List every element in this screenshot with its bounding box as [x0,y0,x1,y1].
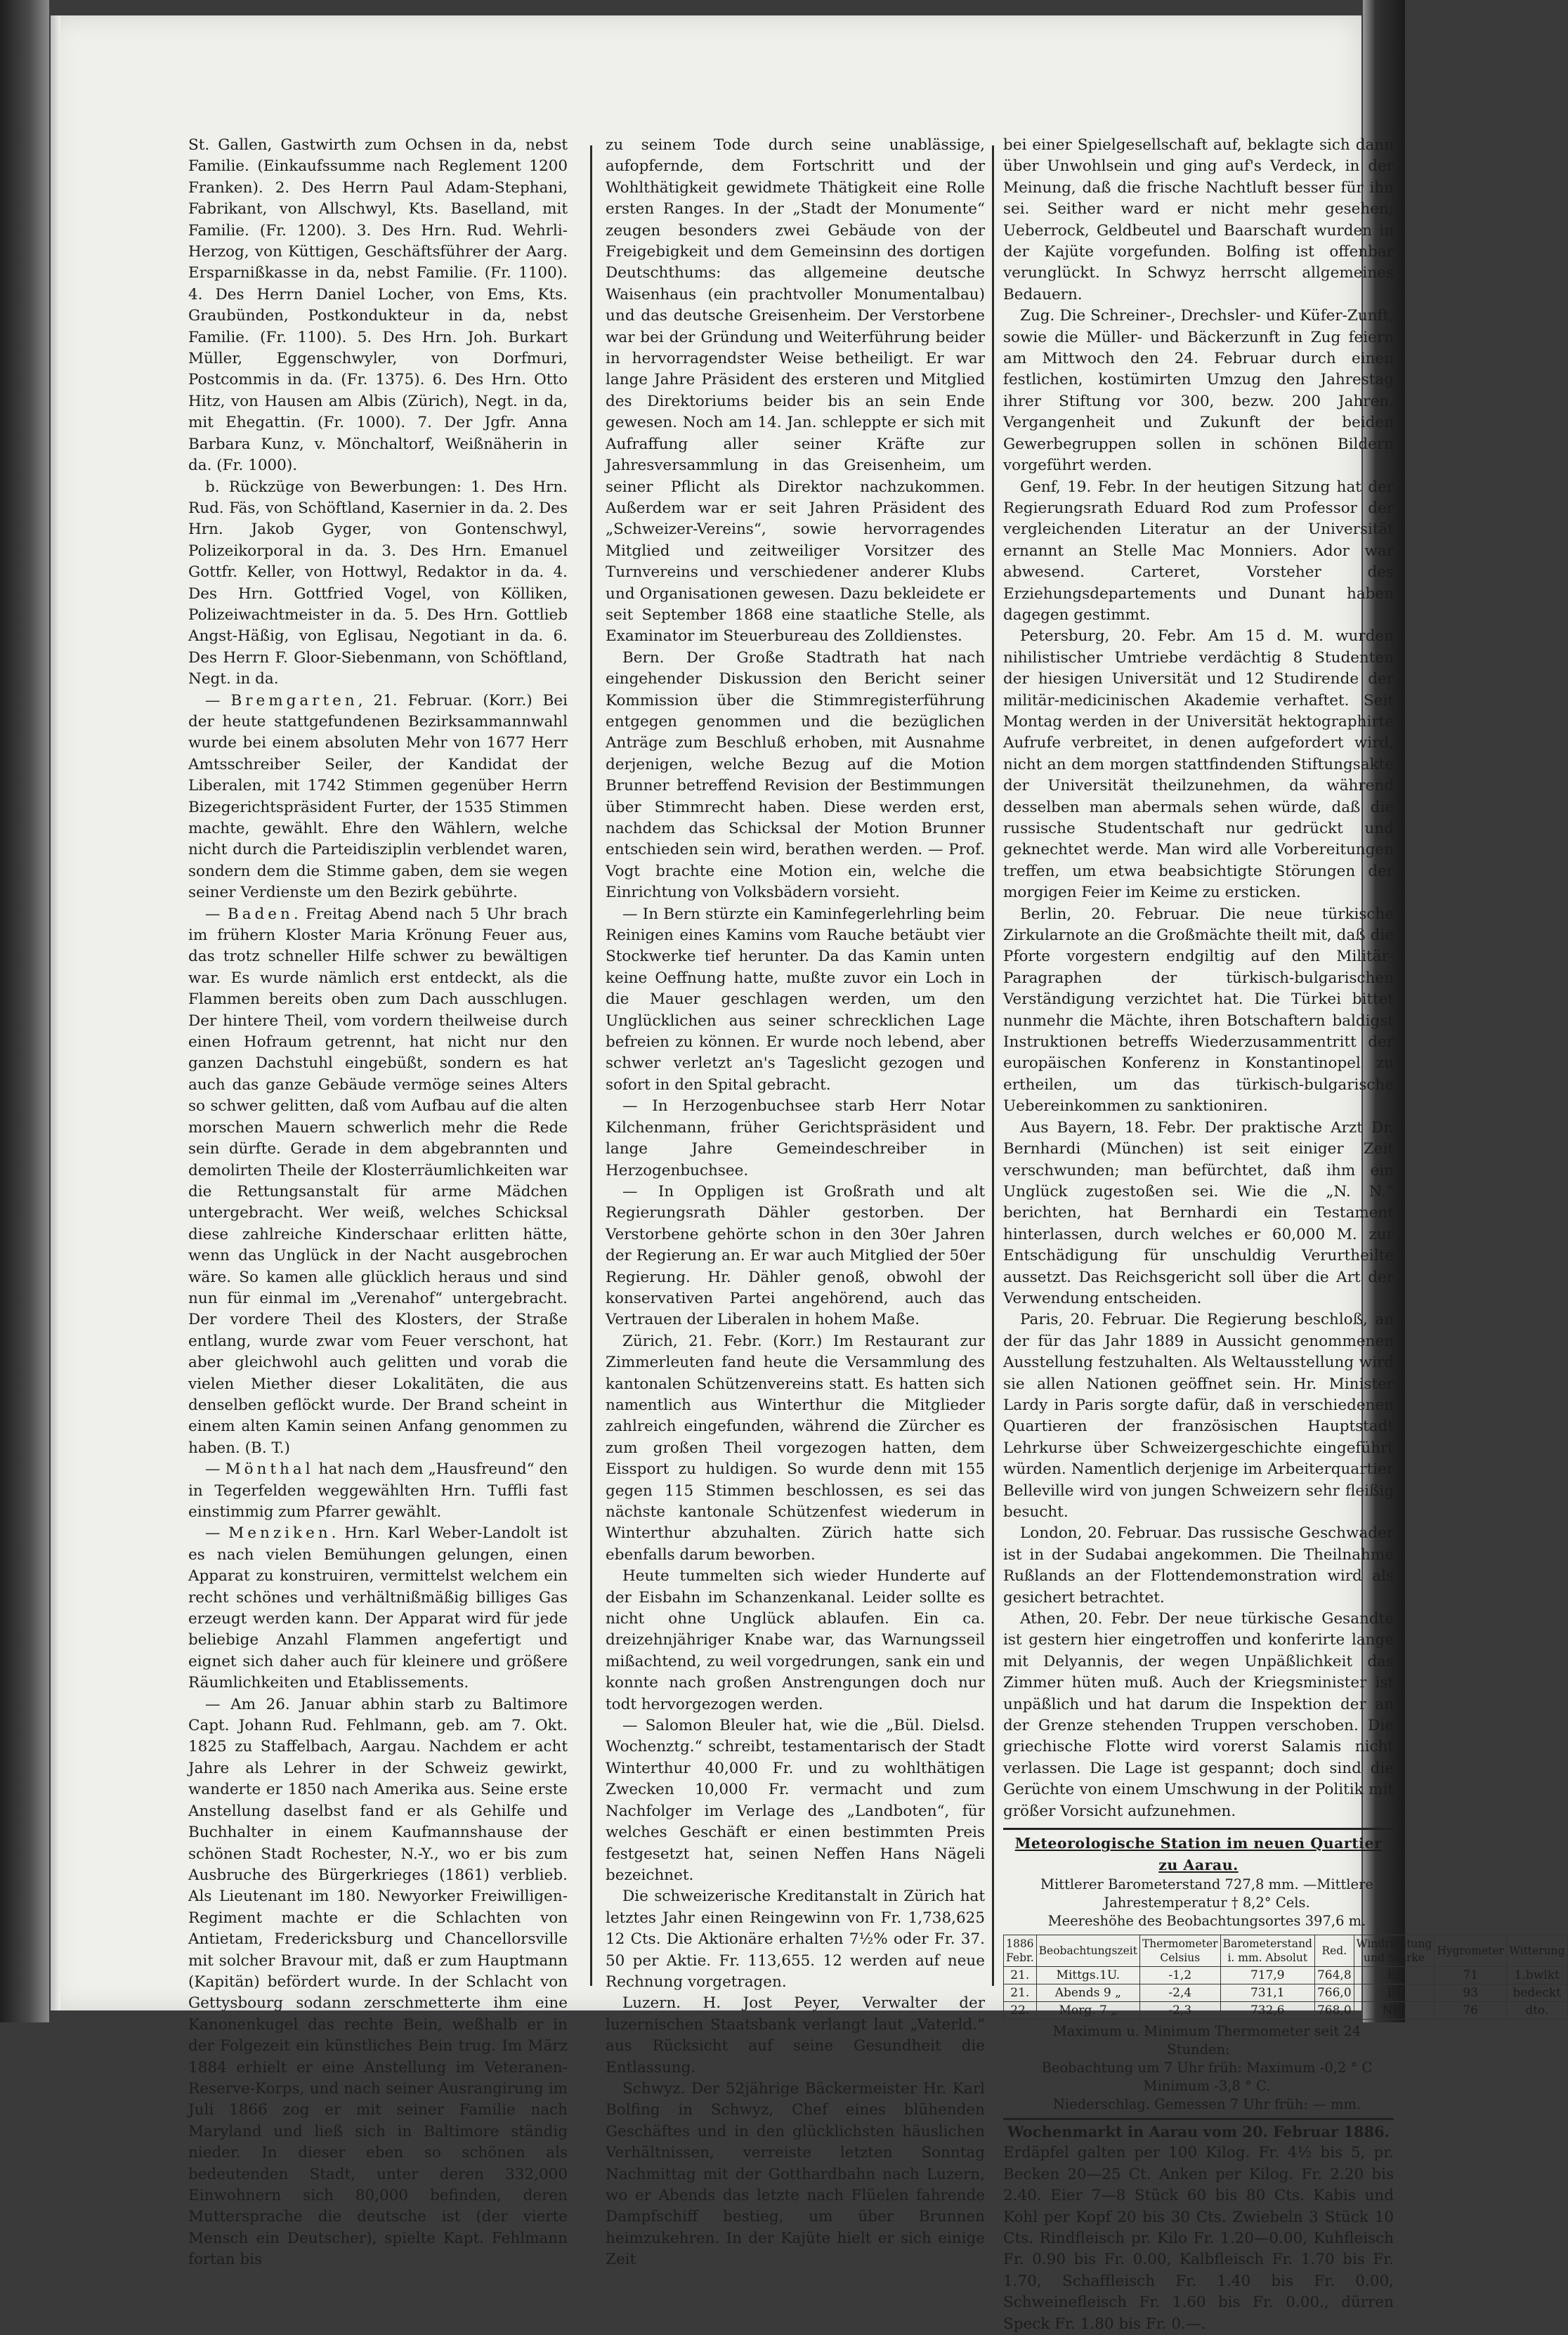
table-cell: 22. [1004,2001,1037,2019]
article-text: . Hrn. Karl Weber-Landolt ist es nach vielen Bemühungen gelungen, einen Apparat zu konstruiren, vermittelst welchem ein recht schönes und verhältnißmäßig billiges Gas erzeugt werden kann. Der Apparat wird für jede beliebige Anzahl Flammen angefertigt und eignet sich daher auch für kleinere und größere Räumlichkeiten und Etablissements. [188,1524,568,1692]
article-text: — In Oppligen ist Großrath und alt Regierungsrath Dähler gestorben. Der Verstorbene gehörte schon in den 30er Jahren der Regierung an. Er war auch Mitglied der 50er Regierung. Hr. Dähler genoß, obwohl der konservativen Partei angehörend, auch das Vertrauen der Liberalen in hohem Maße. [606,1182,985,1329]
article-text: . Freitag Abend nach 5 Uhr brach im frühern Kloster Maria Krönung Feuer aus, das trotz schneller Hilfe schwer zu bewältigen war. Es wurde nämlich erst entdeckt, als die Flammen bereits oben zum Dach ausschlugen. Der hintere Theil, vom vordern theilweise durch einen Hofraum getrennt, hat nicht nur den ganzen Dachstuhl eingebüßt, sondern es hat auch das ganze Gebäude vermöge seines Alters so schwer gelitten, daß vom Aufbau auf die alten morschen Mauern schwerlich mehr die Rede sein dürfte. Gerade in dem abgebrannten und demolirten Theile der Klosterräumlichkeiten war die Rettungsanstalt für arme Mädchen untergebracht. Wer weiß, welches Schicksal diese zahlreiche Kinderschaar erlitten hätte, wenn das Unglück in der Nacht ausgebrochen wäre. So kamen alle glücklich heraus und sind nun für einmal im „Verenahof“ untergebracht. Der vordere Theil des Klosters, der Straße entlang, wurde zwar vom Feuer verschont, hat aber gleichwohl auch gelitten und vorab die vielen Miether dieser Lokalitäten, die aus denselben geflöckt wurde. Der Brand scheint in einem alten Kamin seinen Anfang genommen zu haben. (B. T.) [188,905,568,1457]
header-cell: Witterung [1506,1935,1567,1966]
article-text: — In Herzogenbuchsee starb Herr Notar Kilchenmann, früher Gerichtspräsident und lange Jahre Gemeindeschreiber in Herzogenbuchsee. [606,1097,985,1179]
station-line: Meereshöhe des Beobachtungsortes 397,6 m. [1047,1912,1366,1929]
table-cell: NE₁ [1354,2001,1435,2019]
table-cell: -2,3 [1139,2001,1220,2019]
table-cell: Abends 9 „ [1036,1984,1139,2001]
column-rule [992,145,994,1986]
article-text: hat nach dem „Hausfreund“ den in Tegerfelden weggewählten Hrn. Tuffli fast einstimmig zum Pfarrer gewählt. [188,1460,568,1521]
article-text: — Salomon Bleuler hat, wie die „Bül. Dielsd. Wochenztg.“ schreibt, testamentarisch der Stadt Winterthur 40,000 Fr. und zu wohlthätigen Zwecken 10,000 Fr. vermacht und zum Nachfolger im Verlage des „Landboten“, für welches Geschäft er einen bestimmten Preis festgesetzt hat, seinen Neffen Hans Nägeli bezeichnet. [606,1717,985,1884]
table-cell: 764,8 [1314,1966,1354,1984]
header-cell: 1886 Febr. [1004,1935,1037,1966]
table-cell: 717,9 [1220,1966,1314,1984]
article-bayern: Aus Bayern, 18. Febr. Der praktische Arzt Dr. Bernhardi (München) ist seit einiger Zeit verschwunden; man befürchtet, daß ihm ein Unglück zugestoßen sei. Wie die „N. N.“ berichten, hat Bernhardi ein Testament hinterlassen, durch welches er 60,000 M. zur Entschädigung für unschuldig Verurtheilte aussetzt. Das Reichsgericht soll über die Art der Verwendung entscheiden. [1003,1118,1394,1307]
table-cell: dto. [1506,2001,1567,2019]
table-cell: 768,0 [1314,2001,1354,2019]
table-row [1004,1966,1568,1984]
article-baden [188,904,568,1460]
article-zurich: Zürich, 21. Febr. (Korr.) Im Restaurant zur Zimmerleuten fand heute die Versammlung des kantonalen Schützenvereins statt. Es hatten sich namentlich aus Winterthur die Mitglieder zahlreich eingefunden, während die Zürcher es zum großen Theil vorgezogen hatten, dem Eissport zu huldigen. So wurde denn mit 155 gegen 115 Stimmen beschlossen, es sei das nächste kantonale Schützenfest wiederum in Winterthur abzuhalten. Zürich hatte sich ebenfalls darum beworben. [606,1332,985,1564]
header-cell: Hygrometer [1435,1935,1507,1966]
table-cell: -2,4 [1139,1984,1220,2001]
table-cell: 731,1 [1220,1984,1314,2001]
place-name: Menziken [228,1524,332,1543]
article-text: zu seinem Tode durch seine unablässige, aufopfernde, dem Fortschritt und der Wohlthätigkeit gewidmete Thätigkeit eine Rolle ersten Ranges. In der „Stadt der Monumente“ zeugen besonders zwei Gebäude von der Freigebigkeit und dem Gemeinsinn des dortigen Deutschthums: das allgemeine deutsche Waisenhaus (ein prachtvoller Monumentalbau) und das deutsche Greisenheim. Der Verstorbene war bei der Gründung und Weiterführung beider in hervorragendster Weise betheiligt. Er war lange Jahre Präsident des ersteren und Mitglied des Direktoriums beider bis an sein Ende gewesen. Noch am 14. Jan. schleppte er sich mit Aufraffung aller seiner Kräfte zur Jahresversammlung in das Greisenheim, um seiner Pflicht als Direktor nachzukommen. Außerdem war er seit Jahren Präsident des „Schweizer-Vereins“, sowie hervorragendes Mitglied und zeitweiliger Vorsitzer des Turnvereins und verschiedener anderer Klubs und Organisationen gewesen. Dazu bekleidete er seit September 1868 eine staatliche Stelle, als Examinator im Steuerbureau des Zolldienstes. [606,136,985,646]
table-cell: 21. [1004,1966,1037,1984]
market-text: Erdäpfel galten per 100 Kilog. Fr. 4½ bis 5, pr. Becken 20—25 Ct. Anken per Kilog. Fr. 2.20 bis 2.40. Eier 7—8 Stück 60 bis 80 Cts. Kabis und Kohl per Kopf 20 bis 30 Cts. Zwiebeln 3 Stück 10 Cts. Rindfleisch pr. Kilo Fr. 1.20—0.00, Kuhfleisch Fr. 0.90 bis Fr. 0.00, Kalbfleisch Fr. 1.70 bis Fr. 1.70, Schaffleisch Fr. 1.40 bis Fr. 0.00, Schweinefleisch Fr. 1.60 bis Fr. 0.00., dürren Speck Fr. 1.80 bis Fr. 0.—. [1003,2144,1394,2333]
table-cell: E₂ [1354,1966,1435,1984]
table-cell: 766,0 [1314,1984,1354,2001]
article-text: bei einer Spielgesellschaft auf, beklagte sich dann über Unwohlsein und ging auf's Verdeck, in der Meinung, daß die frische Nachtluft besser für ihn sei. Seither ward er nicht mehr gesehen; Ueberrock, Geldbeutel und Baarschaft wurden in der Kajüte vorgefunden. Bolfing ist offenbar verunglückt. In Schwyz herrscht allgemeines Bedauern. [1003,136,1394,303]
scan-binding-shadow [0,0,49,2022]
table-cell: 21. [1004,1984,1037,2001]
article-schwyz: Schwyz. Der 52jährige Bäckermeister Hr. Karl Bolfing in Schwyz, Chef eines blühenden Geschäftes und in den glücklichsten häuslichen Verhältnissen, verreiste letzten Sonntag Nachmittag mit der Gotthardbahn nach Luzern, wo er Abends das letzte nach Flüelen fahrende Dampfschiff bestieg, um über Brunnen heimzukehren. In der Kajüte hielt er sich einige Zeit [606,2079,985,2269]
article-text: — Am 26. Januar abhin starb zu Baltimore Capt. Johann Rud. Fehlmann, geb. am 7. Okt. 1825 zu Staffelbach, Aargau. Nachdem er acht Jahre als Lehrer in der Schweiz gewirkt, wanderte er 1850 nach Amerika aus. Seine erste Anstellung daselbst fand er als Gehilfe und Buchhalter in einem Kaufmannshause der schönen Stadt Rochester, N.-Y., wo er bis zum Ausbruche des Bürgerkrieges (1861) verblieb. Als Lieutenant im 180. Newyorker Freiwilligen-Regiment machte er die Schlachten von Antietam, Fredericksburg und Chancellorsville mit solcher Bravour mit, daß er zum Hauptmann (Kapitän) befördert wurde. In der Schlacht von Gettysbourg sodann zerschmetterte ihm eine Kanonenkugel das rechte Bein, weßhalb er in der Folgezeit ein künstliches Bein trug. Im März 1884 erhielt er eine Anstellung im Veteranen-Reserve-Korps, und nach seiner Ausrangirung im Juli 1866 zog er mit seiner Familie nach Maryland und ließ sich in Baltimore ständig nieder. In dieser eben so schönen als bedeutenden Stadt, unter deren 332,000 Einwohnern sich 80,000 befinden, deren Muttersprache die deutsche ist (der vierte Mensch ein Deutscher), spielte Kapt. Fehlmann fortan bis [188,1695,568,2269]
article-petersburg: Petersburg, 20. Febr. Am 15 d. M. wurden nihilistischer Umtriebe verdächtig 8 Studenten der hiesigen Universität und 12 Studirende der militär-medicinischen Akademie verhaftet. Seit Montag werden in der Universität hektographirte Aufrufe verbreitet, in denen aufgefordert wird, nicht an dem morgen stattfindenden Stiftungsakte der Universität theilzunehmen, da während desselben man abermals sehen würde, daß die russische Studentschaft nur gedrückt und geknechtet werde. Man wird alle Vorbereitungen treffen, um etwa beabsichtigte Störungen der morgigen Feier im Keime zu ersticken. [1003,627,1394,902]
header-cell: Thermometer Celsius [1139,1935,1220,1966]
station-footnote: Maximum u. Minimum Thermometer seit 24 Stunden: [1052,2022,1361,2058]
dash: — [205,691,231,709]
place-name: Bremgarten [230,691,358,709]
header-cell: Windrichtung und Stärke [1354,1935,1435,1966]
article-text: Heute tummelten sich wieder Hunderte auf der Eisbahn im Schanzenkanal. Leider sollte es nicht ohne Unglück ablaufen. Ein ca. dreizehnjähriger Knabe war, das Warnungsseil mißachtend, zu weil vorgedrungen, sank ein und konnte nach großen Anstrengungen doch nur todt hervorgezogen werden. [606,1567,985,1713]
article-text: , 21. Februar. (Korr.) Bei der heute stattgefundenen Bezirksammannwahl wurde bei einem absoluten Mehr von 1677 Herr Amtsschreiber Seiler, der Kandidat der Liberalen, mit 1742 Stimmen gegenüber Herrn Bizegerichtspräsident Furter, der 1535 Stimmen machte, gewählt. Ehre den Wählern, welche nicht durch die Parteidisziplin verblendet waren, sondern dem die Stimme gaben, dem sie wegen seiner Verdienste um den Bezirk gebührte. [188,691,568,902]
table-cell: 76 [1435,2001,1507,2019]
header-cell: Beobachtungszeit [1036,1935,1139,1966]
weather-station-report [1003,1828,1565,2114]
article-london: London, 20. Februar. Das russische Geschwader ist in der Sudabai angekommen. Die Theilnahme Rußlands an der Flottendemonstration wird als gesichert betrachtet. [1003,1524,1394,1607]
station-line: Mittlerer Barometerstand 727,8 mm. —Mittlere [1040,1876,1373,1892]
column-rule [590,145,592,1986]
column-1 [188,135,568,2269]
weather-table-header [1004,1935,1568,1966]
article-bern: Bern. Der Große Stadtrath hat nach eingehender Diskussion den Bericht seiner Kommission über die Stimmregisterführung entgegen genommen und die bezüglichen Anträge zum Beschluß erhoben, mit Ausnahme derjenigen, welche Bezug auf die Motion Brunner betreffend Revision der Bestimmungen über Stimmrecht haben. Diese werden erst, nachdem das Schicksal der Motion Brunner entschieden sein wird, berathen werden. — Prof. Vogt brachte eine Motion ein, welche die Einrichtung von Volksbädern vorsieht. [606,648,985,902]
article-bremgarten [188,691,568,904]
article-menziken [188,1523,568,1694]
table-cell: Morg. 7 „ [1036,2001,1139,2019]
table-cell: 71 [1435,1966,1507,1984]
article-paris: Paris, 20. Februar. Die Regierung beschloß, an der für das Jahr 1889 in Aussicht genommenen Ausstellung festzuhalten. Als Weltausstellung wird sie allen Nationen geöffnet sein. Hr. Minister Lardy in Paris sorgte dafür, daß in verschiedenen Quartieren der französischen Hauptstadt Lehrkurse über Schweizergeschichte eingeführt würden. Namentlich derjenige im Arbeiterquartier Belleville wird von jungen Schweizern sehr fleißig besucht. [1003,1311,1394,1521]
table-row [1004,1984,1568,2001]
table-row [1004,2001,1568,2019]
dash: — [205,905,228,923]
newspaper-page [51,15,1565,2333]
place-name: Baden [227,905,294,923]
article-berlin: Berlin, 20. Februar. Die neue türkische Zirkularnote an die Großmächte theilt mit, daß die Pforte vorgestern endgiltig auf den Militär-Paragraphen der türkisch-bulgarischen Verständigung verzichtet hat. Die Türkei bittet nunmehr die Mächte, ihren Botschaftern baldigst Instruktionen betreffs Wiederzusammentritt der europäischen Konferenz in Konstantinopel zu ertheilen, um das türkisch-bulgarische Uebereinkommen zu sanktioniren. [1003,905,1394,1116]
station-line: Jahrestemperatur † 8,2° Cels. [1104,1894,1310,1911]
column-3 [1003,135,1565,2333]
place-name: Mönthal [225,1460,314,1479]
article-monthal [188,1459,568,1523]
dash: — [205,1524,229,1543]
article-luzern: Luzern. H. Jost Peyer, Verwalter der luzernischen Staatsbank verlangt laut „Vaterld.“ aus Rücksicht auf seine Gesundheit die Entlassung. [606,1994,985,2076]
table-cell: 732,6 [1220,2001,1314,2019]
market-report [1003,2118,1394,2335]
article-text: — In Bern stürzte ein Kaminfegerlehrling beim Reinigen eines Kamins vom Rauche betäubt vier Stockwerke tief herunter. Da das Kamin unten keine Oeffnung hatte, mußte zuvor ein Loch in die Mauer geschlagen werden, um den Unglücklichen aus seiner schrecklichen Lage befreien zu können. Er wurde noch lebend, aber schwer verletzt an's Tageslicht gezogen und sofort in den Spital gebracht. [606,905,985,1094]
article-genf: Genf, 19. Febr. In der heutigen Sitzung hat der Regierungsrath Eduard Rod zum Professor der vergleichenden Literatur an der Universität ernannt an Stelle Mac Monniers. Ador war abwesend. Carteret, Vorsteher des Erziehungsdepartements und Dunant haben dagegen gestimmt. [1003,478,1394,624]
table-cell: 93 [1435,1984,1507,2001]
station-footnote: Niederschlag. Gemessen 7 Uhr früh: — mm. [1052,2095,1361,2112]
market-title: Wochenmarkt in Aarau vom 20. Februar 1886. [1007,2122,1390,2140]
table-cell: E₁ [1354,1984,1435,2001]
article-text: Die schweizerische Kreditanstalt in Zürich hat letztes Jahr einen Reingewinn von Fr. 1,738,625 12 Cts. Die Aktionäre erhalten 7½% oder Fr. 37. 50 per Aktie. Fr. 113,655. 12 werden auf neue Rechnung vorgetragen. [606,1888,985,1991]
header-cell: Red. [1314,1935,1354,1966]
station-footnote: Minimum -3,8 ° C. [1143,2077,1271,2094]
table-cell: Mittgs.1U. [1036,1966,1139,1984]
article-text: St. Gallen, Gastwirth zum Ochsen in da, nebst Familie. (Einkaufssumme nach Reglement 1200 Franken). 2. Des Herrn Paul Adam-Stephani, Fabrikant, von Allschwyl, Kts. Baselland, mit Familie. (Fr. 1200). 3. Des Hrn. Rud. Wehrli-Herzog, von Küttigen, Geschäftsführer der Aarg. Ersparnißkasse in da, nebst Familie. (Fr. 1100). 4. Des Herrn Daniel Locher, von Ems, Kts. Graubünden, Postkondukteur in da, nebst Familie. (Fr. 1100). 5. Des Hrn. Joh. Burkart Müller, Eggenschwyler, von Dorfmuri, Postcommis in da. (Fr. 1375). 6. Des Hrn. Otto Hitz, von Hausen am Albis (Zürich), Negt. in da, mit Ehegattin. (Fr. 1000). 7. Der Jgfr. Anna Barbara Kunz, v. Mönchaltorf, Weißnäherin in da. (Fr. 1000). [188,136,568,475]
dash: — [205,1460,226,1479]
weather-table [1003,1935,1568,2020]
station-footnote: Beobachtung um 7 Uhr früh: Maximum -0,2 ° C [1041,2059,1373,2076]
table-cell: -1,2 [1139,1966,1220,1984]
weather-station-title: Meteorologische Station im neuen Quartier zu Aarau. [1014,1835,1383,1873]
article-text: b. Rückzüge von Bewerbungen: 1. Des Hrn. Rud. Fäs, von Schöftland, Kasernier in da. 2. Des Hrn. Jakob Gyger, von Gontenschwyl, Polizeikorporal in da. 3. Des Hrn. Emanuel Gottfr. Keller, von Hottwyl, Redaktor in da. 4. Des Hrn. Gottfried Vogel, von Kölliken, Polizeiwachtmeister in da. 5. Des Hrn. Gottlieb Angst-Häßig, von Eglisau, Negotiant in da. 6. Des Herrn F. Gloor-Siebenmann, von Schöftland, Negt. in da. [188,478,568,688]
table-cell: 1.bwlkt [1506,1966,1567,1984]
column-2 [606,135,985,2269]
header-cell: Barometerstand i. mm. Absolut [1220,1935,1314,1966]
article-athen: Athen, 20. Febr. Der neue türkische Gesandte ist gestern hier eingetroffen und konferirte lange mit Delyannis, der wegen Unpäßlichkeit das Zimmer hüten muß. Auch der Kriegsminister ist unpäßlich und hat darum die Inspektion der an der Grenze stehenden Truppen verschoben. Die griechische Flotte wird vorerst Salamis nicht verlassen. Die Lage ist gespannt; doch sind die Gerüchte von einem Umschwung in der Politik mit größer Vorsicht aufzunehmen. [1003,1610,1394,1820]
table-cell: bedeckt [1506,1984,1567,2001]
article-zug: Zug. Die Schreiner-, Drechsler- und Küfer-Zunft, sowie die Müller- und Bäckerzunft in Zug feiern am Mittwoch den 24. Februar durch einen festlichen, kostümirten Umzug den Jahrestag ihrer Stiftung vor 300, bezw. 200 Jahren. Vergangenheit und Zukunft der beiden Gewerbegruppen sollen in schönen Bildern vorgeführt werden. [1003,307,1394,475]
